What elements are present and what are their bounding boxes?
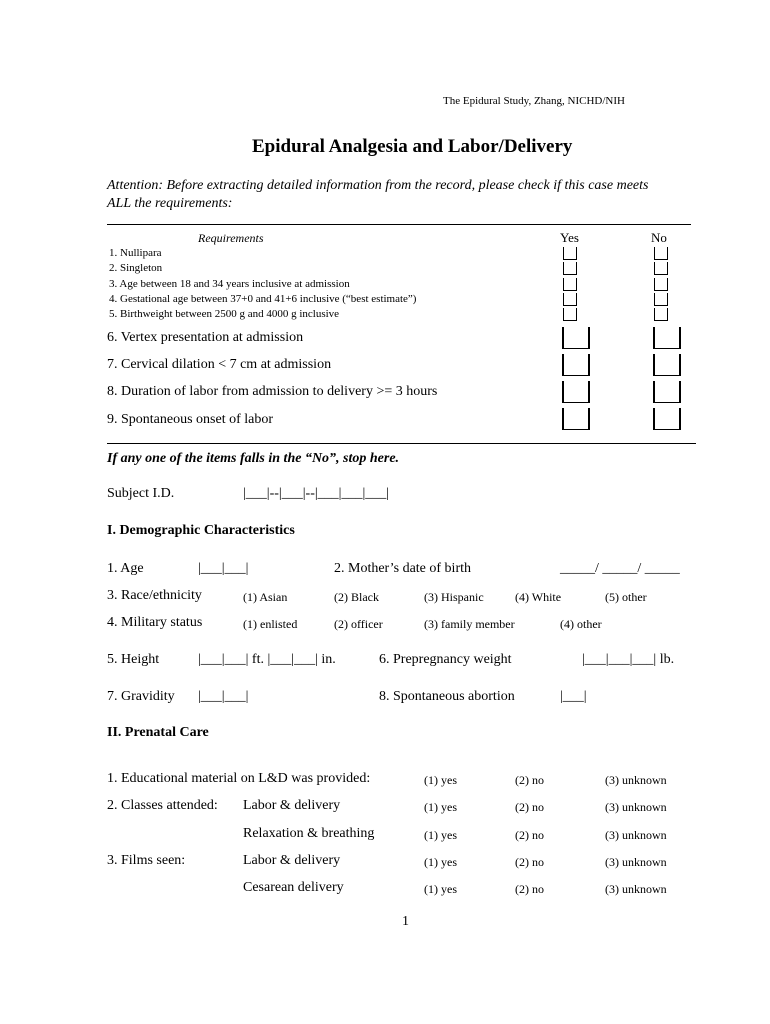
q3b-option-yes[interactable]: (1) yes: [424, 882, 457, 896]
requirement-item-9: 9. Spontaneous onset of labor: [107, 412, 274, 427]
age-field[interactable]: |___|___|: [198, 561, 249, 576]
military-option-other[interactable]: (4) other: [560, 617, 602, 631]
req1-no-checkbox[interactable]: [654, 247, 668, 260]
q3b-option-no[interactable]: (2) no: [515, 882, 544, 896]
military-option-family[interactable]: (3) family member: [424, 617, 515, 631]
abortion-label: 8. Spontaneous abortion: [379, 689, 515, 704]
req9-yes-checkbox[interactable]: [562, 408, 590, 430]
abortion-field[interactable]: |___|: [560, 689, 587, 704]
q2b-option-yes[interactable]: (1) yes: [424, 828, 457, 842]
req3-no-checkbox[interactable]: [654, 278, 668, 291]
attention-line-1: Attention: Before extracting detailed information from the record, please check if this case meets: [107, 178, 649, 193]
q3-sub2-label: Cesarean delivery: [243, 880, 344, 895]
height-label: 5. Height: [107, 652, 160, 667]
req5-yes-checkbox[interactable]: [563, 308, 577, 321]
q2-sub2-label: Relaxation & breathing: [243, 826, 375, 841]
study-header: The Epidural Study, Zhang, NICHD/NIH: [443, 95, 625, 107]
race-label: 3. Race/ethnicity: [107, 588, 202, 603]
gravidity-field[interactable]: |___|___|: [198, 689, 249, 704]
req2-no-checkbox[interactable]: [654, 262, 668, 275]
height-field[interactable]: |___|___| ft. |___|___| in.: [198, 652, 336, 667]
q2a-option-yes[interactable]: (1) yes: [424, 800, 457, 814]
requirements-header: Requirements: [198, 231, 264, 245]
page-title: Epidural Analgesia and Labor/Delivery: [252, 136, 573, 157]
requirement-item-4: 4. Gestational age between 37+0 and 41+6 inclusive (“best estimate”): [109, 293, 417, 305]
weight-label: 6. Prepregnancy weight: [379, 652, 512, 667]
req4-yes-checkbox[interactable]: [563, 293, 577, 306]
requirement-item-6: 6. Vertex presentation at admission: [107, 330, 304, 345]
q1-option-unknown[interactable]: (3) unknown: [605, 773, 667, 787]
requirement-item-7: 7. Cervical dilation < 7 cm at admission: [107, 357, 332, 372]
requirement-item-3: 3. Age between 18 and 34 years inclusive at admission: [109, 278, 350, 290]
section-1-heading: I. Demographic Characteristics: [107, 523, 295, 538]
requirement-item-1: 1. Nullipara: [109, 247, 162, 259]
q1-option-yes[interactable]: (1) yes: [424, 773, 457, 787]
age-label: 1. Age: [107, 561, 144, 576]
yes-column-header: Yes: [560, 230, 579, 245]
stop-note: If any one of the items falls in the “No”, stop here.: [107, 451, 400, 466]
q3-label: 3. Films seen:: [107, 853, 186, 868]
q2a-option-unknown[interactable]: (3) unknown: [605, 800, 667, 814]
q2-label: 2. Classes attended:: [107, 798, 218, 813]
req9-no-checkbox[interactable]: [653, 408, 681, 430]
weight-field[interactable]: |___|___|___| lb.: [582, 652, 675, 667]
page-number: 1: [402, 914, 409, 929]
q2a-option-no[interactable]: (2) no: [515, 800, 544, 814]
race-option-other[interactable]: (5) other: [605, 590, 647, 604]
q3a-option-unknown[interactable]: (3) unknown: [605, 855, 667, 869]
q3a-option-yes[interactable]: (1) yes: [424, 855, 457, 869]
military-option-enlisted[interactable]: (1) enlisted: [243, 617, 298, 631]
req5-no-checkbox[interactable]: [654, 308, 668, 321]
subject-id-field[interactable]: |___|--|___|--|___|___|___|: [243, 486, 390, 501]
req3-yes-checkbox[interactable]: [563, 278, 577, 291]
race-option-black[interactable]: (2) Black: [334, 590, 379, 604]
q3-sub1-label: Labor & delivery: [243, 853, 341, 868]
military-label: 4. Military status: [107, 615, 203, 630]
section-2-heading: II. Prenatal Care: [107, 725, 209, 740]
req7-yes-checkbox[interactable]: [562, 354, 590, 376]
q3a-option-no[interactable]: (2) no: [515, 855, 544, 869]
race-option-white[interactable]: (4) White: [515, 590, 562, 604]
requirement-item-2: 2. Singleton: [109, 262, 163, 274]
q2b-option-unknown[interactable]: (3) unknown: [605, 828, 667, 842]
divider-bottom: [107, 443, 696, 444]
subject-id-label: Subject I.D.: [107, 486, 175, 501]
requirement-item-8: 8. Duration of labor from admission to delivery >= 3 hours: [107, 384, 438, 399]
req6-yes-checkbox[interactable]: [562, 327, 590, 349]
req8-yes-checkbox[interactable]: [562, 381, 590, 403]
req8-no-checkbox[interactable]: [653, 381, 681, 403]
requirement-item-5: 5. Birthweight between 2500 g and 4000 g inclusive: [109, 308, 340, 320]
gravidity-label: 7. Gravidity: [107, 689, 175, 704]
divider-top: [107, 224, 691, 225]
q3b-option-unknown[interactable]: (3) unknown: [605, 882, 667, 896]
req6-no-checkbox[interactable]: [653, 327, 681, 349]
req4-no-checkbox[interactable]: [654, 293, 668, 306]
req7-no-checkbox[interactable]: [653, 354, 681, 376]
q1-label: 1. Educational material on L&D was provided:: [107, 771, 371, 786]
q1-option-no[interactable]: (2) no: [515, 773, 544, 787]
req1-yes-checkbox[interactable]: [563, 247, 577, 260]
attention-line-2: ALL the requirements:: [107, 196, 233, 211]
no-column-header: No: [651, 230, 667, 245]
req2-yes-checkbox[interactable]: [563, 262, 577, 275]
q2-sub1-label: Labor & delivery: [243, 798, 341, 813]
dob-label: 2. Mother’s date of birth: [334, 561, 471, 576]
q2b-option-no[interactable]: (2) no: [515, 828, 544, 842]
race-option-hispanic[interactable]: (3) Hispanic: [424, 590, 484, 604]
military-option-officer[interactable]: (2) officer: [334, 617, 383, 631]
race-option-asian[interactable]: (1) Asian: [243, 590, 288, 604]
dob-field[interactable]: _____/ _____/ _____: [560, 561, 680, 576]
